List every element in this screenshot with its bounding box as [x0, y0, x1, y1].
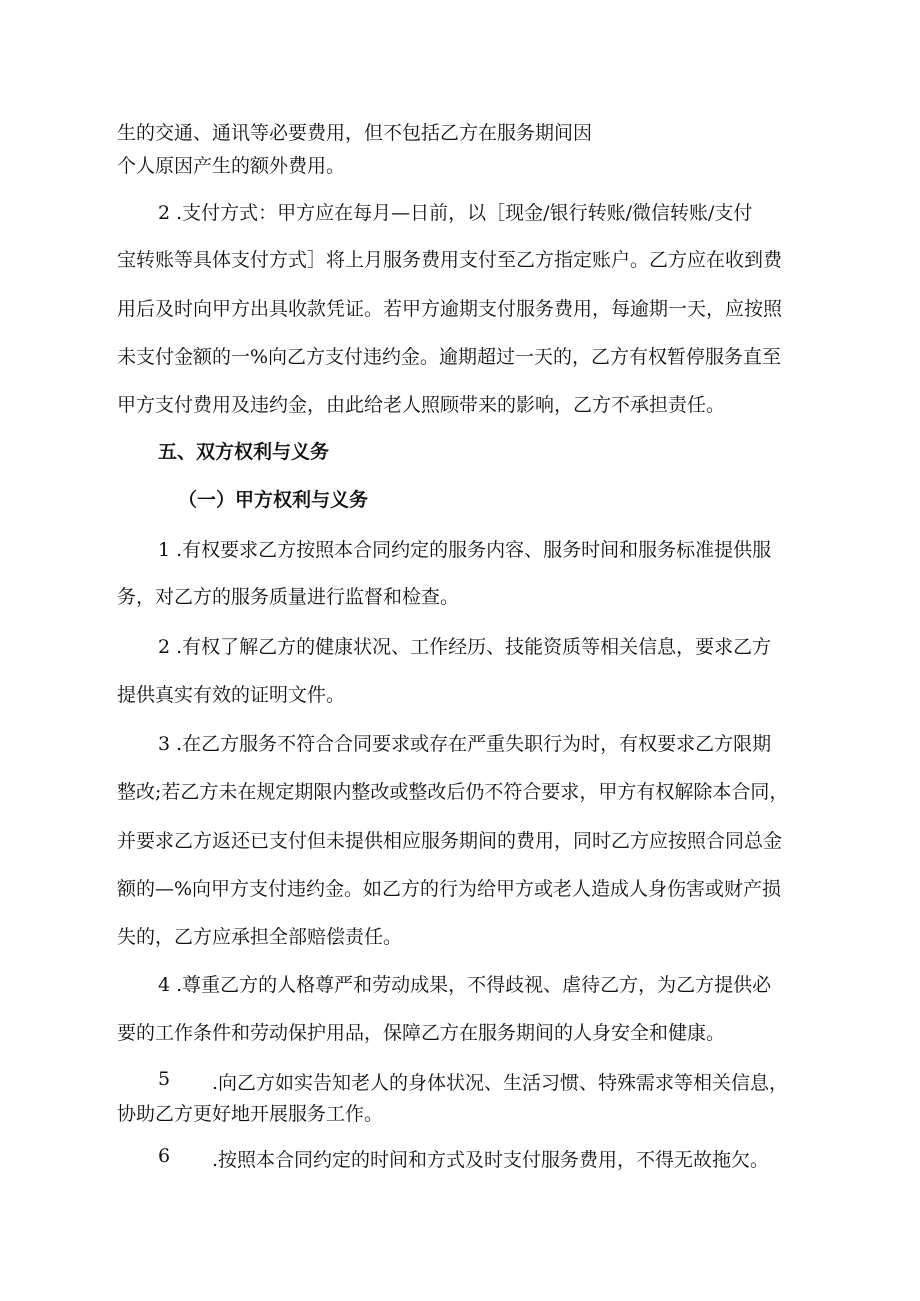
- paragraph-line: 未支付金额的一%向乙方支付违约金。逾期超过一天的，乙方有权暂停服务直至: [117, 346, 782, 368]
- paragraph-line: 2 .有权了解乙方的健康状况、工作经历、技能资质等相关信息，要求乙方: [158, 636, 772, 658]
- paragraph-line: 3 .在乙方服务不符合合同要求或存在严重失职行为时，有权要求乙方限期: [158, 733, 772, 755]
- section-heading: 五、双方权利与义务: [158, 441, 330, 463]
- paragraph-line: 并要求乙方返还已支付但未提供相应服务期间的费用，同时乙方应按照合同总金: [117, 830, 783, 852]
- paragraph-line: .按照本合同约定的时间和方式及时支付服务费用，不得无故拖欠。: [212, 1149, 770, 1171]
- paragraph-line: 个人原因产生的额外费用。: [117, 155, 346, 177]
- paragraph-line: 协助乙方更好地开展服务工作。: [117, 1103, 384, 1125]
- paragraph-line: 2 .支付方式：甲方应在每月—日前，以［现金/银行转账/微信转账/支付: [158, 202, 753, 224]
- paragraph-line: 宝转账等具体支付方式］将上月服务费用支付至乙方指定账户。乙方应在收到费: [117, 249, 783, 271]
- paragraph-line: 务，对乙方的服务质量进行监督和检查。: [117, 586, 460, 608]
- paragraph-line: 要的工作条件和劳动保护用品，保障乙方在服务期间的人身安全和健康。: [117, 1022, 726, 1044]
- paragraph-line: 1 .有权要求乙方按照本合同约定的服务内容、服务时间和服务标准提供服: [158, 539, 772, 561]
- paragraph-line: 整改;若乙方未在规定期限内整改或整改后仍不符合要求，甲方有权解除本合同，: [117, 781, 789, 803]
- paragraph-line: 失的，乙方应承担全部赔偿责任。: [117, 926, 403, 948]
- paragraph-line: 用后及时向甲方出具收款凭证。若甲方逾期支付服务费用，每逾期一天，应按照: [117, 298, 783, 320]
- subsection-heading: （一）甲方权利与义务: [178, 489, 369, 511]
- paragraph-line: 甲方支付费用及违约金，由此给老人照顾带来的影响，乙方不承担责任。: [117, 394, 726, 416]
- paragraph-line: 生的交通、通讯等必要费用，但不包括乙方在服务期间因: [117, 122, 593, 144]
- paragraph-line: 4 .尊重乙方的人格尊严和劳动成果，不得歧视、虐待乙方，为乙方提供必: [158, 974, 772, 996]
- item-number: 6: [158, 1145, 171, 1167]
- item-number: 5: [158, 1068, 171, 1090]
- paragraph-line: .向乙方如实告知老人的身体状况、生活习惯、特殊需求等相关信息，: [212, 1072, 789, 1094]
- paragraph-line: 额的—%向甲方支付违约金。如乙方的行为给甲方或老人造成人身伤害或财产损: [117, 878, 782, 900]
- paragraph-line: 提供真实有效的证明文件。: [117, 684, 346, 706]
